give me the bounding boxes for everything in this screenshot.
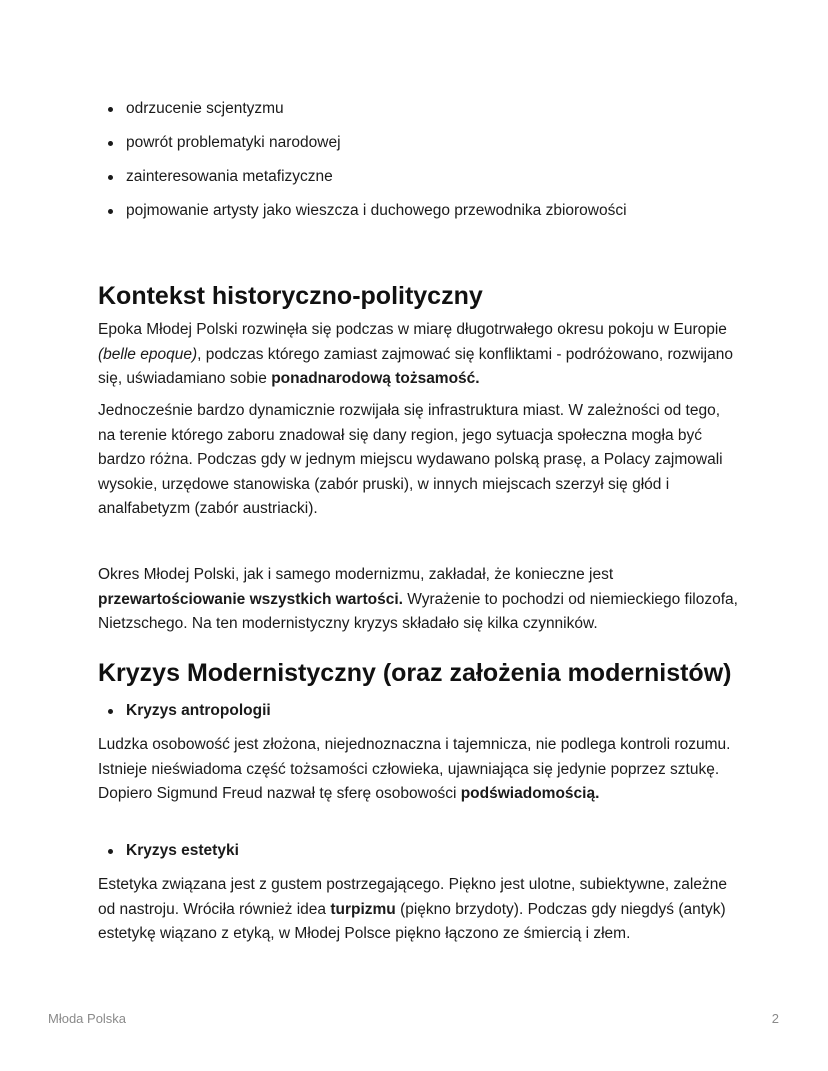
paragraph-context-2: Jednocześnie bardzo dynamicznie rozwijała się infrastruktura miast. W zależności od tego, na terenie którego zaboru znadował się dany region, jego sytuacja społeczna mogła być bardzo różna. Podczas gdy w jednym miejscu wydawano polską prasę, a Polacy zajmowali wysokie, urzędowe stanowiska (zabór pruski), w innych miejscach szerzył się głód i analfabetyzm (zabór austriacki). xyxy=(98,402,723,517)
bullet-icon xyxy=(108,709,113,714)
list-item: odrzucenie scjentyzmu xyxy=(98,99,627,119)
page-number: 2 xyxy=(771,1011,779,1026)
section-heading-context: Kontekst historyczno-polityczny xyxy=(98,282,483,310)
list-item: zainteresowania metafizyczne xyxy=(98,167,627,187)
paragraph-aesthetics: Estetyka związana jest z gustem postrzegającego. Piękno jest ulotne, subiektywne, zależne od nastroju. Wróciła również idea turpizmu (piękno brzydoty). Podczas gdy niegdyś (antyk) estetykę wiązano z etyką, w Młodej Polsce piękno łączono ze śmiercią i złem. xyxy=(98,876,727,942)
footer-title: Młoda Polska xyxy=(48,1011,127,1026)
bullet-icon xyxy=(108,175,113,180)
bullet-icon xyxy=(108,141,113,146)
paragraph-context-3: Okres Młodej Polski, jak i samego modernizmu, zakładał, że konieczne jest przewartościowanie wszystkich wartości. Wyrażenie to pochodzi od niemieckiego filozofa, Nietzschego. Na ten modernistyczny kryzys składało się kilka czynników. xyxy=(98,566,738,632)
list-item: pojmowanie artysty jako wieszcza i duchowego przewodnika zbiorowości xyxy=(98,201,627,221)
list-item: powrót problematyki narodowej xyxy=(98,133,627,153)
section-heading-crisis: Kryzys Modernistyczny (oraz założenia modernistów) xyxy=(98,659,732,687)
bullet-icon xyxy=(108,849,113,854)
list-item: Kryzys estetyki xyxy=(98,841,239,861)
list-item: Kryzys antropologii xyxy=(98,701,271,721)
paragraph-context-1: Epoka Młodej Polski rozwinęła się podczas w miarę długotrwałego okresu pokoju w Europie (belle epoque), podczas którego zamiast zajmować się konfliktami - podróżowano, rozwijano się, uświadamiano sobie ponadnarodową tożsamość. xyxy=(98,321,733,387)
intro-bullet-list xyxy=(98,99,627,235)
paragraph-anthropology: Ludzka osobowość jest złożona, niejednoznaczna i tajemnicza, nie podlega kontroli rozumu. Istnieje nieświadoma część tożsamości człowieka, ujawniająca się jedynie poprzez sztukę. Dopiero Sigmund Freud nazwał tę sferę osobowości podświadomością. xyxy=(98,736,731,802)
bullet-icon xyxy=(108,209,113,214)
crisis-subheading-1 xyxy=(98,701,271,721)
crisis-subheading-2 xyxy=(98,841,239,861)
bullet-icon xyxy=(108,107,113,112)
